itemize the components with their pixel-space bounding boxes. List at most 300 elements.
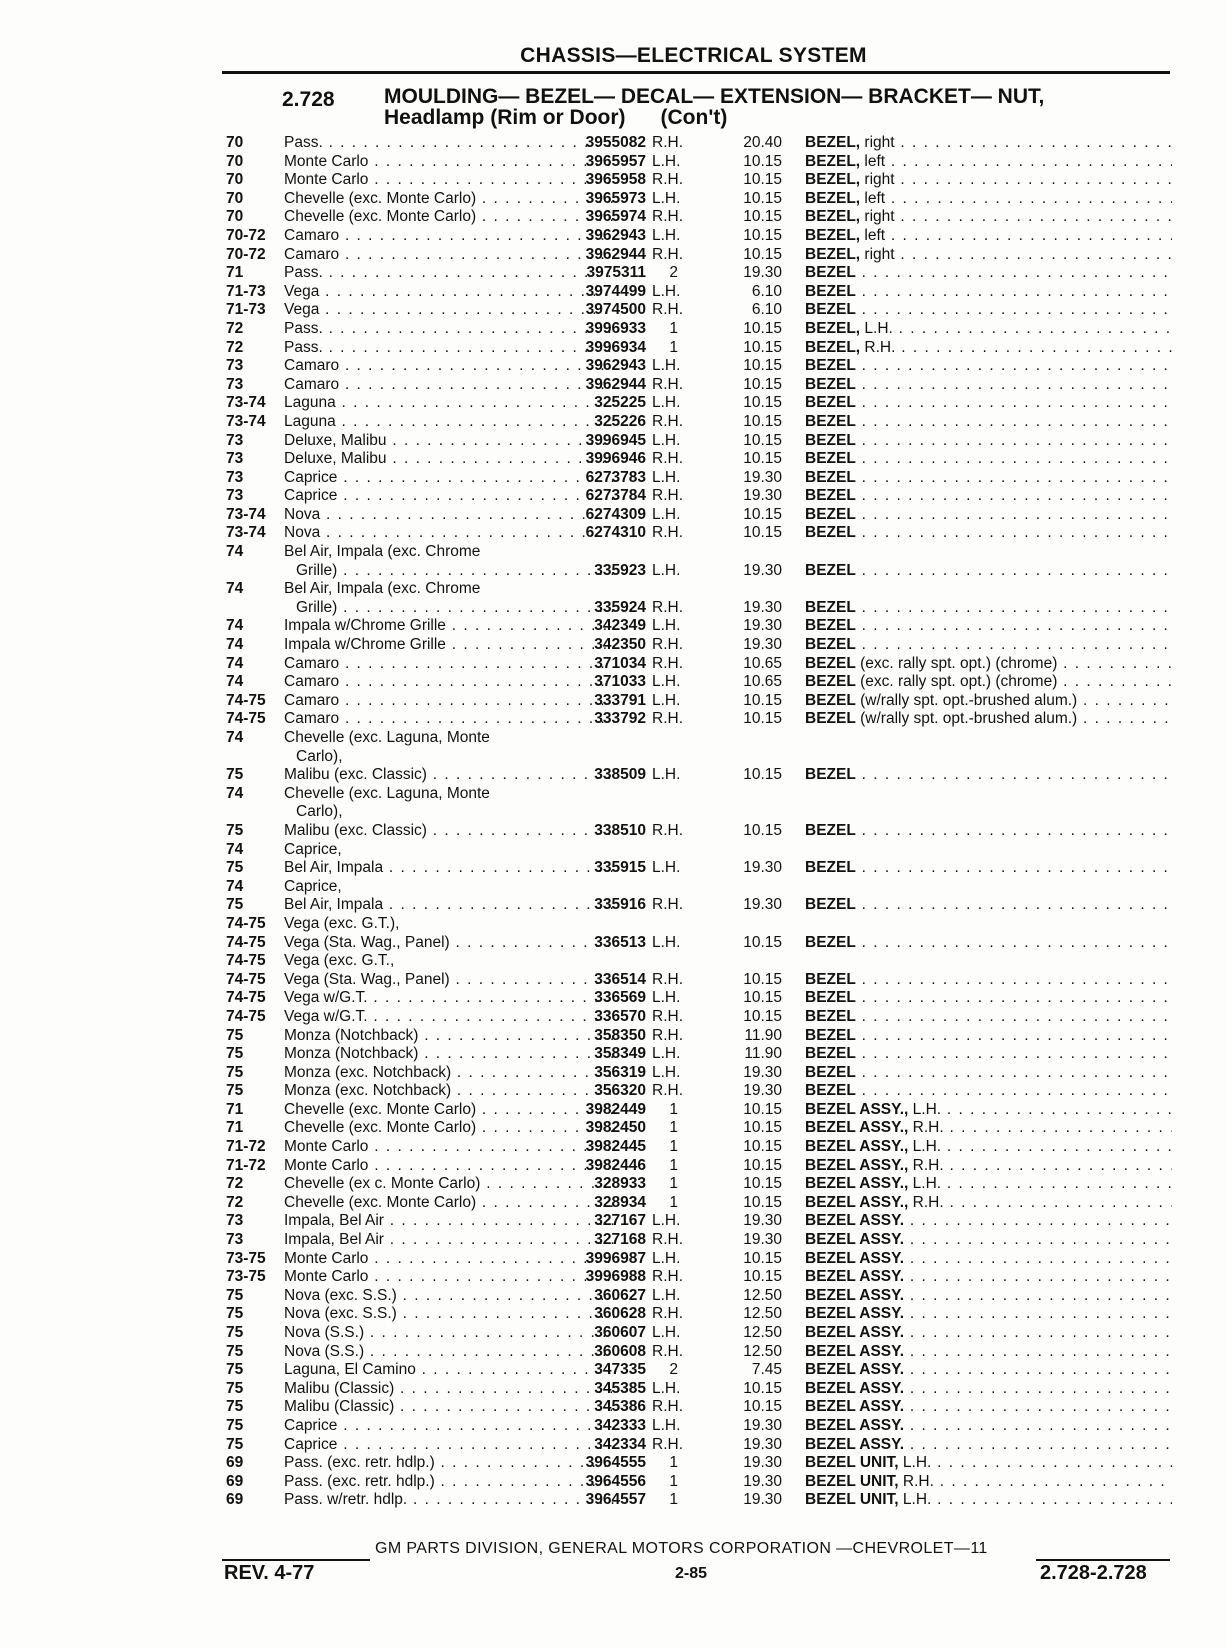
row-part-name-detail bbox=[856, 413, 1172, 430]
row-price: 7.45 bbox=[751, 1361, 782, 1379]
row-year: 73-75 bbox=[226, 1268, 266, 1286]
row-part-number: 356319 bbox=[594, 1063, 646, 1081]
row-year: 74 bbox=[226, 729, 244, 746]
row-part-number: 336569 bbox=[594, 989, 646, 1007]
row-description-text: Chevelle (exc. Monte Carlo) . . . bbox=[284, 1101, 614, 1118]
row-part-name-main: BEZEL ASSY., bbox=[805, 1156, 909, 1174]
table-row bbox=[222, 971, 1172, 990]
row-part-number: 3962943 bbox=[585, 226, 646, 244]
row-part-number: 3962944 bbox=[585, 375, 646, 393]
row-part-name bbox=[805, 655, 1172, 674]
row-quantity: R.H. bbox=[652, 1268, 683, 1286]
row-description-text: Nova (S.S.) . . . bbox=[284, 1343, 614, 1360]
row-quantity: L.H. bbox=[652, 1324, 681, 1341]
table-row bbox=[222, 1473, 1172, 1492]
row-year: 75 bbox=[226, 1398, 244, 1416]
table-row bbox=[222, 1380, 1172, 1399]
row-description-text: Malibu (Classic) . . . bbox=[284, 1398, 614, 1415]
row-part-number: 338510 bbox=[594, 821, 646, 839]
row-part-name-main: BEZEL ASSY. bbox=[805, 1342, 905, 1360]
row-part-name bbox=[805, 1305, 1172, 1324]
row-part-name bbox=[805, 859, 1172, 878]
row-price: 19.30 bbox=[743, 1231, 782, 1249]
row-quantity: R.H. bbox=[652, 450, 683, 468]
row-part-number: 335916 bbox=[594, 896, 646, 914]
row-part-name bbox=[805, 1343, 1172, 1362]
row-price: 10.15 bbox=[743, 710, 782, 728]
row-price: 10.65 bbox=[743, 673, 782, 691]
table-row bbox=[222, 1175, 1172, 1194]
row-part-name bbox=[805, 153, 1172, 172]
row-description-text: Grille) . . . bbox=[296, 562, 626, 579]
row-part-number: 336570 bbox=[594, 1007, 646, 1025]
row-description-text: Monza (Notchback) . . . bbox=[284, 1027, 614, 1044]
row-year: 72 bbox=[226, 1193, 244, 1211]
row-quantity: L.H. bbox=[652, 431, 681, 449]
row-part-name bbox=[805, 1454, 1172, 1473]
row-quantity: R.H. bbox=[652, 208, 683, 226]
row-part-number: 360627 bbox=[594, 1286, 646, 1304]
table-row bbox=[222, 692, 1172, 711]
row-part-name bbox=[805, 1194, 1172, 1213]
row-part-number: 371033 bbox=[594, 673, 646, 691]
row-description-text: Caprice . . . bbox=[284, 1417, 614, 1434]
row-part-name-main: BEZEL bbox=[805, 301, 856, 319]
row-quantity: L.H. bbox=[652, 394, 681, 412]
row-part-name-detail bbox=[856, 301, 1172, 318]
row-part-name-detail bbox=[904, 1417, 1172, 1434]
row-year: 70-72 bbox=[226, 226, 266, 244]
row-part-name-main: BEZEL bbox=[805, 282, 856, 300]
row-year: 74-75 bbox=[226, 952, 266, 970]
row-part-number: 336513 bbox=[594, 933, 646, 951]
row-quantity: R.H. bbox=[652, 636, 683, 654]
table-row bbox=[222, 841, 1172, 860]
table-row bbox=[222, 617, 1172, 636]
row-price: 10.15 bbox=[743, 394, 782, 412]
row-part-name-main: BEZEL bbox=[805, 412, 856, 430]
row-description bbox=[284, 729, 614, 748]
table-row bbox=[222, 190, 1172, 209]
row-part-number: 3975311 bbox=[586, 264, 646, 282]
row-price: 10.15 bbox=[743, 450, 782, 468]
row-part-name-detail: right . . . bbox=[860, 208, 1172, 225]
row-part-name-main: BEZEL bbox=[805, 821, 856, 839]
row-part-number: 325225 bbox=[594, 394, 646, 412]
row-part-name-detail: L.H. . . . bbox=[908, 1175, 1172, 1192]
row-description-text: Nova (S.S.) . . . bbox=[284, 1324, 614, 1341]
row-description-text: Malibu (Classic) . . . bbox=[284, 1380, 614, 1397]
row-year: 71-73 bbox=[226, 282, 266, 300]
row-price: 19.30 bbox=[743, 1212, 782, 1230]
row-part-number: 325226 bbox=[594, 412, 646, 430]
row-quantity: L.H. bbox=[652, 152, 681, 170]
row-price: 19.30 bbox=[743, 264, 782, 282]
row-year: 73 bbox=[226, 375, 244, 393]
row-part-name bbox=[805, 989, 1172, 1008]
table-row bbox=[222, 1027, 1172, 1046]
row-description-text: Camaro . . . bbox=[284, 710, 614, 727]
row-year: 74 bbox=[226, 543, 244, 561]
row-price: 11.90 bbox=[744, 1026, 782, 1044]
row-part-name-main: BEZEL bbox=[805, 1007, 856, 1025]
row-part-name-main: BEZEL ASSY. bbox=[805, 1268, 905, 1286]
row-price: 10.15 bbox=[743, 766, 782, 784]
row-part-number: 3996988 bbox=[585, 1268, 646, 1286]
row-description-text: Camaro . . . bbox=[284, 227, 614, 244]
row-year: 75 bbox=[226, 1435, 244, 1453]
row-price: 10.15 bbox=[743, 691, 782, 709]
row-part-name-main: BEZEL bbox=[805, 524, 856, 542]
table-row bbox=[222, 785, 1172, 804]
row-year: 75 bbox=[226, 1045, 244, 1063]
row-part-name-detail bbox=[904, 1212, 1172, 1229]
row-price: 6.10 bbox=[751, 301, 782, 319]
row-part-name-main: BEZEL bbox=[805, 264, 856, 282]
row-part-name-main: BEZEL ASSY., bbox=[805, 1175, 909, 1193]
row-part-name bbox=[805, 227, 1172, 246]
row-part-name-main: BEZEL, bbox=[805, 245, 861, 263]
row-quantity: 1 bbox=[669, 1175, 678, 1193]
row-part-name bbox=[805, 1324, 1172, 1343]
row-part-name-detail bbox=[856, 971, 1172, 988]
row-price: 20.40 bbox=[743, 134, 782, 151]
footer-publisher: GM PARTS DIVISION, GENERAL MOTORS CORPORATION —CHEVROLET—11 bbox=[375, 1540, 988, 1557]
row-price: 19.30 bbox=[743, 1063, 782, 1081]
row-part-name-main: BEZEL bbox=[805, 710, 856, 728]
row-description-text: Camaro . . . bbox=[284, 376, 614, 393]
table-row bbox=[222, 283, 1172, 302]
row-part-name bbox=[805, 1138, 1172, 1157]
row-part-name-detail bbox=[856, 469, 1172, 486]
row-quantity: L.H. bbox=[652, 617, 681, 635]
row-part-name-main: BEZEL bbox=[805, 431, 856, 449]
row-part-name-detail bbox=[856, 562, 1172, 579]
row-part-number: 3996945 bbox=[585, 431, 646, 449]
row-part-number: 6273783 bbox=[585, 468, 646, 486]
row-part-name-detail: R.H. . . . bbox=[908, 1194, 1172, 1211]
row-year: 74-75 bbox=[226, 989, 266, 1007]
row-price: 10.15 bbox=[743, 1007, 782, 1025]
row-part-number: 335915 bbox=[594, 859, 646, 877]
row-part-name-detail bbox=[904, 1305, 1172, 1322]
row-quantity: 2 bbox=[669, 1361, 678, 1379]
row-part-name-main: BEZEL bbox=[805, 505, 856, 523]
row-year: 70 bbox=[226, 208, 244, 226]
row-part-name-detail bbox=[856, 283, 1172, 300]
row-part-name-main: BEZEL bbox=[805, 766, 856, 784]
row-part-name-main: BEZEL bbox=[805, 896, 856, 914]
row-part-number: 3996946 bbox=[585, 450, 646, 468]
row-part-name bbox=[805, 1417, 1172, 1436]
row-description-text: Pass. (exc. retr. hdlp.) . . . bbox=[284, 1473, 614, 1490]
row-part-name bbox=[805, 562, 1172, 581]
row-part-name-detail bbox=[856, 264, 1172, 281]
row-quantity: R.H. bbox=[652, 487, 683, 505]
row-price: 12.50 bbox=[743, 1305, 782, 1323]
row-part-name-main: BEZEL bbox=[805, 561, 856, 579]
row-year: 73 bbox=[226, 1212, 244, 1230]
section-title bbox=[384, 86, 1044, 128]
row-price: 12.50 bbox=[743, 1286, 782, 1304]
table-row bbox=[222, 153, 1172, 172]
row-year: 72 bbox=[226, 338, 244, 356]
row-description-text: Caprice, bbox=[284, 840, 342, 858]
row-quantity: 1 bbox=[669, 1156, 678, 1174]
section-title-line2: Headlamp (Rim or Door) (Con't) bbox=[384, 106, 728, 129]
table-row bbox=[222, 208, 1172, 227]
table-row bbox=[222, 1417, 1172, 1436]
row-description bbox=[284, 580, 614, 599]
row-part-name-detail bbox=[904, 1398, 1172, 1415]
row-part-number: 6274309 bbox=[585, 505, 646, 523]
row-part-name-detail: right . . . bbox=[860, 134, 1172, 151]
row-price: 10.15 bbox=[743, 338, 782, 356]
footer-page-number: 2-85 bbox=[675, 1565, 708, 1582]
row-part-name-main: BEZEL, bbox=[805, 226, 861, 244]
row-year: 69 bbox=[226, 1472, 244, 1490]
row-part-name bbox=[805, 1027, 1172, 1046]
row-part-name-detail bbox=[856, 599, 1172, 616]
row-part-name-detail: (exc. rally spt. opt.) (chrome) . . . bbox=[856, 673, 1172, 690]
row-year: 70-72 bbox=[226, 245, 266, 263]
row-year: 71-73 bbox=[226, 301, 266, 319]
row-year: 70 bbox=[226, 134, 244, 151]
row-part-name-main: BEZEL, bbox=[805, 338, 861, 356]
row-part-name-main: BEZEL bbox=[805, 933, 856, 951]
row-year: 73-74 bbox=[226, 412, 266, 430]
row-price: 10.15 bbox=[743, 505, 782, 523]
row-part-number: 335923 bbox=[594, 561, 646, 579]
row-price: 10.15 bbox=[743, 1119, 782, 1137]
table-row bbox=[222, 320, 1172, 339]
row-year: 73-75 bbox=[226, 1249, 266, 1267]
row-year: 71-72 bbox=[226, 1138, 266, 1156]
row-description-text: Chevelle (exc. Laguna, Monte bbox=[284, 729, 490, 746]
row-part-name-detail: (exc. rally spt. opt.) (chrome) . . . bbox=[856, 655, 1172, 672]
row-part-name-detail: L.H. . . . bbox=[908, 1101, 1172, 1118]
row-part-number: 335924 bbox=[594, 598, 646, 616]
row-quantity: R.H. bbox=[652, 970, 683, 988]
row-part-name bbox=[805, 1045, 1172, 1064]
table-row bbox=[222, 469, 1172, 488]
table-row bbox=[222, 859, 1172, 878]
row-part-name-main: BEZEL UNIT, bbox=[805, 1454, 899, 1472]
table-row bbox=[222, 1119, 1172, 1138]
row-quantity: 1 bbox=[669, 1193, 678, 1211]
row-part-name bbox=[805, 487, 1172, 506]
row-part-name bbox=[805, 357, 1172, 376]
row-quantity: R.H. bbox=[652, 1305, 683, 1323]
row-description-text: Pass. . . . bbox=[284, 339, 614, 356]
row-part-name-main: BEZEL ASSY., bbox=[805, 1119, 909, 1137]
row-part-name-main: BEZEL bbox=[805, 598, 856, 616]
table-row bbox=[222, 1064, 1172, 1083]
row-part-number: 327167 bbox=[594, 1212, 646, 1230]
row-description-text: Deluxe, Malibu . . . bbox=[284, 450, 614, 467]
row-description-text: Chevelle (ex c. Monte Carlo) . . . bbox=[284, 1175, 614, 1192]
row-part-name-detail bbox=[856, 524, 1172, 541]
row-part-name-main: BEZEL bbox=[805, 617, 856, 635]
row-price: 10.15 bbox=[743, 1249, 782, 1267]
row-price: 12.50 bbox=[743, 1342, 782, 1360]
row-quantity: L.H. bbox=[652, 226, 681, 244]
row-part-name-main: BEZEL bbox=[805, 450, 856, 468]
row-part-name bbox=[805, 692, 1172, 711]
row-quantity: R.H. bbox=[652, 1007, 683, 1025]
table-row bbox=[222, 1045, 1172, 1064]
row-part-name bbox=[805, 822, 1172, 841]
row-part-number: 3974500 bbox=[585, 301, 646, 319]
row-year: 74-75 bbox=[226, 970, 266, 988]
row-description-text: Nova (exc. S.S.) . . . bbox=[284, 1305, 614, 1322]
row-part-number: 3965973 bbox=[585, 189, 646, 207]
row-part-number: 328933 bbox=[594, 1175, 646, 1193]
row-year: 72 bbox=[226, 319, 244, 337]
row-description-text: Impala, Bel Air . . . bbox=[284, 1231, 614, 1248]
table-row bbox=[222, 1082, 1172, 1101]
row-price: 10.15 bbox=[743, 189, 782, 207]
row-description bbox=[284, 785, 614, 804]
row-description bbox=[296, 748, 626, 767]
table-row bbox=[222, 748, 1172, 767]
row-part-name-main: BEZEL ASSY. bbox=[805, 1305, 905, 1323]
row-description bbox=[284, 952, 614, 971]
footer-revision: REV. 4-77 bbox=[224, 1562, 315, 1584]
row-part-name-main: BEZEL bbox=[805, 859, 856, 877]
row-quantity: 1 bbox=[669, 319, 678, 337]
row-part-name bbox=[805, 1101, 1172, 1120]
row-quantity: L.H. bbox=[652, 1249, 681, 1267]
row-description-text: Carlo), bbox=[296, 747, 343, 765]
row-quantity: L.H. bbox=[652, 1063, 681, 1081]
table-row bbox=[222, 1212, 1172, 1231]
row-year: 71 bbox=[226, 264, 244, 282]
row-part-number: 3982446 bbox=[585, 1156, 646, 1174]
row-price: 10.15 bbox=[743, 524, 782, 542]
row-part-number: 360628 bbox=[594, 1305, 646, 1323]
row-year: 74 bbox=[226, 877, 244, 895]
row-year: 75 bbox=[226, 821, 244, 839]
row-part-name bbox=[805, 1361, 1172, 1380]
row-quantity: L.H. bbox=[652, 766, 681, 784]
row-part-name bbox=[805, 376, 1172, 395]
row-part-number: 3996934 bbox=[585, 338, 646, 356]
row-description-text: Monte Carlo . . . bbox=[284, 1268, 614, 1285]
row-part-name bbox=[805, 1436, 1172, 1455]
row-price: 10.15 bbox=[743, 357, 782, 375]
row-part-name-main: BEZEL ASSY. bbox=[805, 1435, 905, 1453]
row-quantity: L.H. bbox=[652, 859, 681, 877]
table-row bbox=[222, 655, 1172, 674]
row-part-name bbox=[805, 1064, 1172, 1083]
row-quantity: L.H. bbox=[652, 1045, 681, 1063]
row-part-number: 345385 bbox=[594, 1379, 646, 1397]
row-price: 10.15 bbox=[743, 1156, 782, 1174]
row-part-name-main: BEZEL ASSY. bbox=[805, 1212, 905, 1230]
row-year: 74 bbox=[226, 636, 244, 654]
row-part-name-detail bbox=[856, 822, 1172, 839]
row-description-text: Vega . . . bbox=[284, 301, 614, 318]
row-description-text: Chevelle (exc. Monte Carlo) . . . bbox=[284, 1194, 614, 1211]
row-price: 10.15 bbox=[743, 171, 782, 189]
row-quantity: R.H. bbox=[652, 896, 683, 914]
row-description-text: Vega (Sta. Wag., Panel) . . . bbox=[284, 971, 614, 988]
row-year: 75 bbox=[226, 1286, 244, 1304]
row-part-name-main: BEZEL, bbox=[805, 152, 861, 170]
row-part-name bbox=[805, 208, 1172, 227]
table-row bbox=[222, 1436, 1172, 1455]
row-description-text: Vega (Sta. Wag., Panel) . . . bbox=[284, 934, 614, 951]
row-part-number: 360607 bbox=[594, 1324, 646, 1341]
row-price: 12.50 bbox=[743, 1324, 782, 1341]
row-part-name-main: BEZEL bbox=[805, 1045, 856, 1063]
row-part-number: 342350 bbox=[594, 636, 646, 654]
row-part-name bbox=[805, 1231, 1172, 1250]
table-row bbox=[222, 264, 1172, 283]
row-part-name-detail bbox=[904, 1361, 1172, 1378]
row-price: 10.15 bbox=[743, 208, 782, 226]
table-row bbox=[222, 673, 1172, 692]
row-part-name bbox=[805, 1250, 1172, 1269]
row-description-text: Laguna . . . bbox=[284, 394, 614, 411]
row-part-name-detail bbox=[856, 617, 1172, 634]
row-price: 10.65 bbox=[743, 654, 782, 672]
row-quantity: R.H. bbox=[652, 375, 683, 393]
row-quantity: L.H. bbox=[652, 189, 681, 207]
row-part-number: 6274310 bbox=[585, 524, 646, 542]
row-quantity: R.H. bbox=[652, 598, 683, 616]
row-part-name-main: BEZEL, bbox=[805, 319, 861, 337]
table-row bbox=[222, 1305, 1172, 1324]
page-header-title: CHASSIS—ELECTRICAL SYSTEM bbox=[520, 44, 867, 67]
row-quantity: R.H. bbox=[652, 134, 683, 151]
section-title-line1: MOULDING— BEZEL— DECAL— EXTENSION— BRACKET— NUT, bbox=[384, 85, 1045, 108]
table-row bbox=[222, 487, 1172, 506]
table-row bbox=[222, 822, 1172, 841]
row-description-text: Bel Air, Impala . . . bbox=[284, 896, 614, 913]
parts-table bbox=[222, 134, 1172, 1510]
row-description-text: Nova . . . bbox=[284, 506, 614, 523]
row-price: 10.15 bbox=[743, 319, 782, 337]
row-part-name-main: BEZEL ASSY. bbox=[805, 1398, 905, 1416]
row-part-name-detail bbox=[856, 896, 1172, 913]
row-description-text: Pass. . . . bbox=[284, 320, 614, 337]
row-part-name bbox=[805, 264, 1172, 283]
row-part-name-detail bbox=[856, 487, 1172, 504]
row-price: 19.30 bbox=[743, 859, 782, 877]
row-part-name bbox=[805, 599, 1172, 618]
row-part-number: 333792 bbox=[594, 710, 646, 728]
table-row bbox=[222, 1157, 1172, 1176]
row-part-name bbox=[805, 1380, 1172, 1399]
row-price: 19.30 bbox=[743, 636, 782, 654]
row-part-name-main: BEZEL ASSY., bbox=[805, 1138, 909, 1156]
row-year: 75 bbox=[226, 1342, 244, 1360]
row-description-text: Monte Carlo . . . bbox=[284, 1157, 614, 1174]
row-price: 19.30 bbox=[743, 617, 782, 635]
row-quantity: L.H. bbox=[652, 691, 681, 709]
row-part-name-main: BEZEL ASSY. bbox=[805, 1324, 905, 1341]
row-description-text: Vega (exc. G.T., bbox=[284, 952, 395, 970]
row-part-name-main: BEZEL bbox=[805, 654, 856, 672]
table-row bbox=[222, 543, 1172, 562]
row-part-number: 328934 bbox=[594, 1193, 646, 1211]
row-part-name-detail: (w/rally spt. opt.-brushed alum.) . . . bbox=[856, 710, 1172, 727]
row-part-name-main: BEZEL ASSY. bbox=[805, 1379, 905, 1397]
row-description-text: Vega w/G.T. . . . bbox=[284, 989, 614, 1006]
table-row bbox=[222, 1194, 1172, 1213]
